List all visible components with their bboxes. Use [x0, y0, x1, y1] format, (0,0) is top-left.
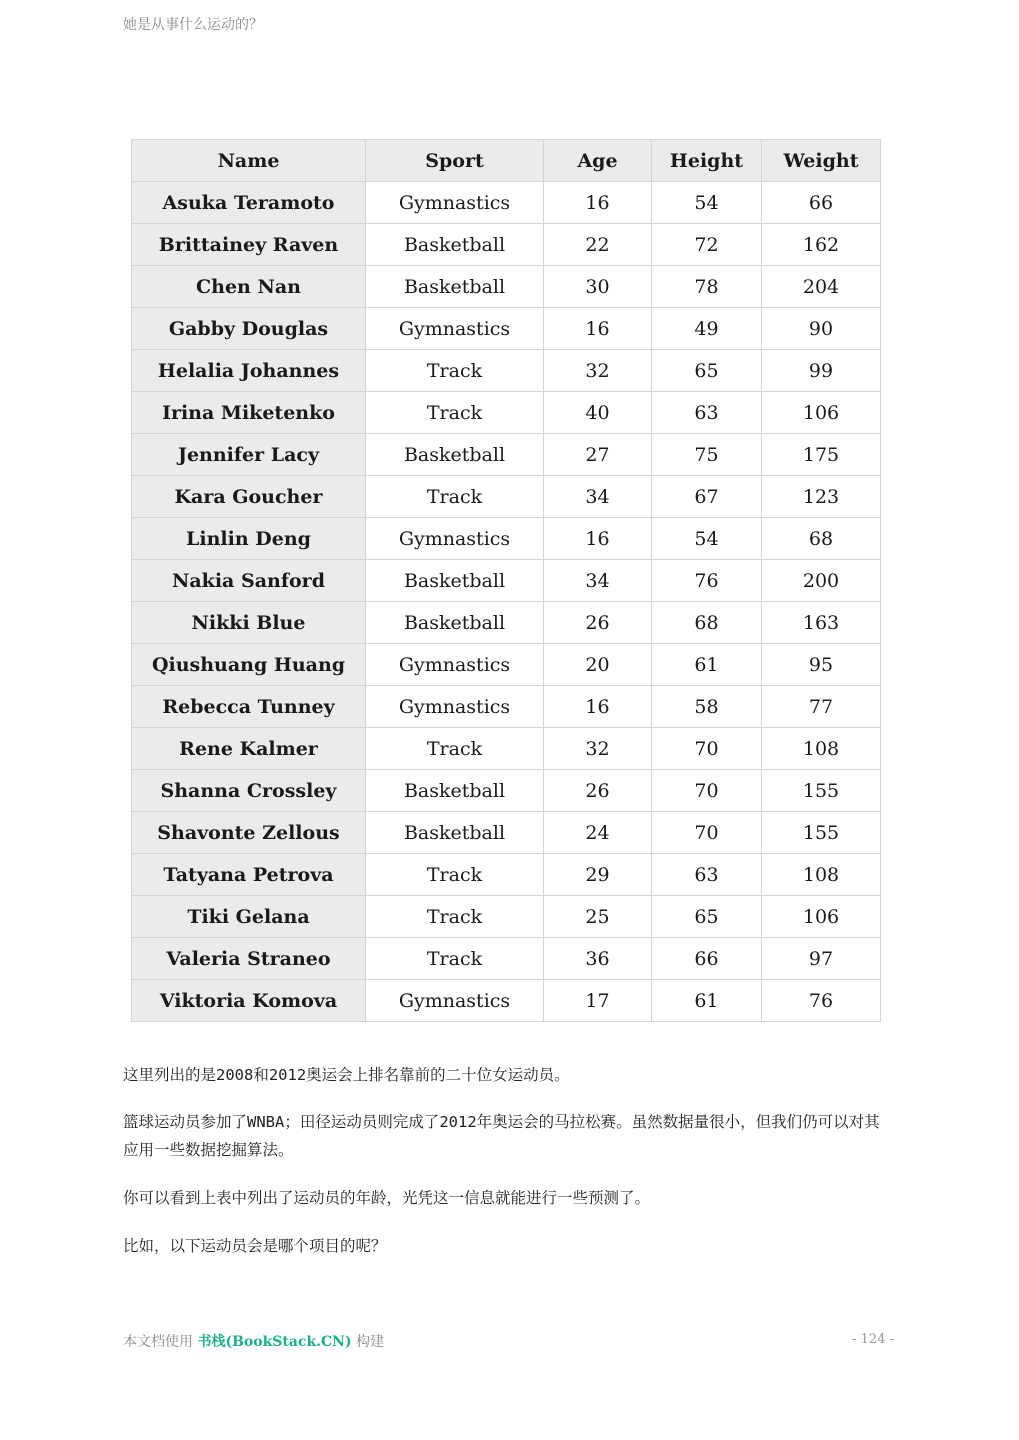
weight-cell: 106	[762, 392, 881, 434]
sport-cell: Track	[366, 728, 544, 770]
paragraph-details: 篮球运动员参加了WNBA；田径运动员则完成了2012年奥运会的马拉松赛。虽然数据量很小，但我们仍可以对其应用一些数据挖掘算法。	[123, 1113, 880, 1159]
age-cell: 16	[544, 182, 652, 224]
weight-cell: 155	[762, 770, 881, 812]
table-row	[132, 476, 881, 518]
name-cell: Rebecca Tunney	[132, 686, 366, 728]
page-number: - 124 -	[852, 1332, 894, 1347]
name-cell: Shanna Crossley	[132, 770, 366, 812]
age-cell: 32	[544, 350, 652, 392]
athletes-table	[131, 139, 881, 1022]
weight-cell: 68	[762, 518, 881, 560]
sport-cell: Basketball	[366, 812, 544, 854]
sport-cell: Basketball	[366, 224, 544, 266]
weight-cell: 123	[762, 476, 881, 518]
name-cell: Nakia Sanford	[132, 560, 366, 602]
table-row	[132, 896, 881, 938]
table-row	[132, 266, 881, 308]
height-cell: 70	[652, 770, 762, 812]
column-header-age: Age	[544, 140, 652, 182]
age-cell: 34	[544, 476, 652, 518]
table-row	[132, 644, 881, 686]
sport-cell: Track	[366, 476, 544, 518]
column-header-height: Height	[652, 140, 762, 182]
age-cell: 30	[544, 266, 652, 308]
table-row	[132, 518, 881, 560]
name-cell: Kara Goucher	[132, 476, 366, 518]
age-cell: 20	[544, 644, 652, 686]
age-cell: 24	[544, 812, 652, 854]
sport-cell: Basketball	[366, 434, 544, 476]
height-cell: 68	[652, 602, 762, 644]
age-cell: 16	[544, 308, 652, 350]
height-cell: 66	[652, 938, 762, 980]
bookstack-link[interactable]: 书栈(BookStack.CN)	[197, 1334, 352, 1350]
sport-cell: Gymnastics	[366, 686, 544, 728]
table-row	[132, 602, 881, 644]
name-cell: Tatyana Petrova	[132, 854, 366, 896]
name-cell: Shavonte Zellous	[132, 812, 366, 854]
height-cell: 63	[652, 854, 762, 896]
weight-cell: 200	[762, 560, 881, 602]
height-cell: 61	[652, 644, 762, 686]
table-row	[132, 392, 881, 434]
weight-cell: 76	[762, 980, 881, 1022]
weight-cell: 66	[762, 182, 881, 224]
sport-cell: Gymnastics	[366, 518, 544, 560]
age-cell: 34	[544, 560, 652, 602]
height-cell: 49	[652, 308, 762, 350]
height-cell: 67	[652, 476, 762, 518]
sport-cell: Basketball	[366, 560, 544, 602]
weight-cell: 106	[762, 896, 881, 938]
sport-cell: Track	[366, 854, 544, 896]
sport-cell: Basketball	[366, 770, 544, 812]
weight-cell: 99	[762, 350, 881, 392]
height-cell: 63	[652, 392, 762, 434]
name-cell: Nikki Blue	[132, 602, 366, 644]
height-cell: 54	[652, 518, 762, 560]
age-cell: 16	[544, 686, 652, 728]
weight-cell: 108	[762, 728, 881, 770]
age-cell: 29	[544, 854, 652, 896]
table-row	[132, 770, 881, 812]
weight-cell: 108	[762, 854, 881, 896]
table-row	[132, 224, 881, 266]
age-cell: 17	[544, 980, 652, 1022]
column-header-sport: Sport	[366, 140, 544, 182]
height-cell: 65	[652, 350, 762, 392]
sport-cell: Gymnastics	[366, 182, 544, 224]
table-row	[132, 686, 881, 728]
table-row	[132, 728, 881, 770]
footer-prefix: 本文档使用	[123, 1334, 198, 1350]
footer-credit	[123, 1331, 384, 1351]
table-row	[132, 854, 881, 896]
height-cell: 70	[652, 728, 762, 770]
name-cell: Qiushuang Huang	[132, 644, 366, 686]
table-row	[132, 350, 881, 392]
table-row	[132, 938, 881, 980]
name-cell: Jennifer Lacy	[132, 434, 366, 476]
sport-cell: Track	[366, 938, 544, 980]
table-body	[132, 182, 881, 1022]
name-cell: Rene Kalmer	[132, 728, 366, 770]
height-cell: 70	[652, 812, 762, 854]
weight-cell: 95	[762, 644, 881, 686]
table-row	[132, 434, 881, 476]
age-cell: 26	[544, 602, 652, 644]
table-row	[132, 812, 881, 854]
table-row	[132, 308, 881, 350]
name-cell: Linlin Deng	[132, 518, 366, 560]
sport-cell: Track	[366, 350, 544, 392]
name-cell: Tiki Gelana	[132, 896, 366, 938]
age-cell: 32	[544, 728, 652, 770]
height-cell: 76	[652, 560, 762, 602]
name-cell: Irina Miketenko	[132, 392, 366, 434]
age-cell: 40	[544, 392, 652, 434]
height-cell: 61	[652, 980, 762, 1022]
height-cell: 72	[652, 224, 762, 266]
weight-cell: 90	[762, 308, 881, 350]
paragraph-intro: 这里列出的是2008和2012奥运会上排名靠前的二十位女运动员。	[123, 1066, 570, 1084]
weight-cell: 162	[762, 224, 881, 266]
weight-cell: 163	[762, 602, 881, 644]
table-row	[132, 182, 881, 224]
age-cell: 22	[544, 224, 652, 266]
name-cell: Brittainey Raven	[132, 224, 366, 266]
table-header-row	[132, 140, 881, 182]
height-cell: 58	[652, 686, 762, 728]
column-header-weight: Weight	[762, 140, 881, 182]
height-cell: 75	[652, 434, 762, 476]
age-cell: 26	[544, 770, 652, 812]
column-header-name: Name	[132, 140, 366, 182]
weight-cell: 204	[762, 266, 881, 308]
sport-cell: Basketball	[366, 266, 544, 308]
sport-cell: Basketball	[366, 602, 544, 644]
name-cell: Viktoria Komova	[132, 980, 366, 1022]
sport-cell: Track	[366, 896, 544, 938]
name-cell: Valeria Straneo	[132, 938, 366, 980]
name-cell: Chen Nan	[132, 266, 366, 308]
sport-cell: Gymnastics	[366, 980, 544, 1022]
sport-cell: Gymnastics	[366, 644, 544, 686]
name-cell: Gabby Douglas	[132, 308, 366, 350]
name-cell: Asuka Teramoto	[132, 182, 366, 224]
weight-cell: 155	[762, 812, 881, 854]
table-row	[132, 560, 881, 602]
weight-cell: 97	[762, 938, 881, 980]
height-cell: 65	[652, 896, 762, 938]
age-cell: 16	[544, 518, 652, 560]
age-cell: 27	[544, 434, 652, 476]
paragraph-age-note: 你可以看到上表中列出了运动员的年龄，光凭这一信息就能进行一些预测了。	[123, 1189, 651, 1207]
table-row	[132, 980, 881, 1022]
height-cell: 78	[652, 266, 762, 308]
weight-cell: 77	[762, 686, 881, 728]
weight-cell: 175	[762, 434, 881, 476]
sport-cell: Track	[366, 392, 544, 434]
paragraph-question: 比如，以下运动员会是哪个项目的呢？	[123, 1237, 387, 1255]
age-cell: 25	[544, 896, 652, 938]
sport-cell: Gymnastics	[366, 308, 544, 350]
name-cell: Helalia Johannes	[132, 350, 366, 392]
height-cell: 54	[652, 182, 762, 224]
running-header: 她是从事什么运动的？	[123, 17, 263, 33]
footer-suffix: 构建	[351, 1334, 385, 1350]
age-cell: 36	[544, 938, 652, 980]
